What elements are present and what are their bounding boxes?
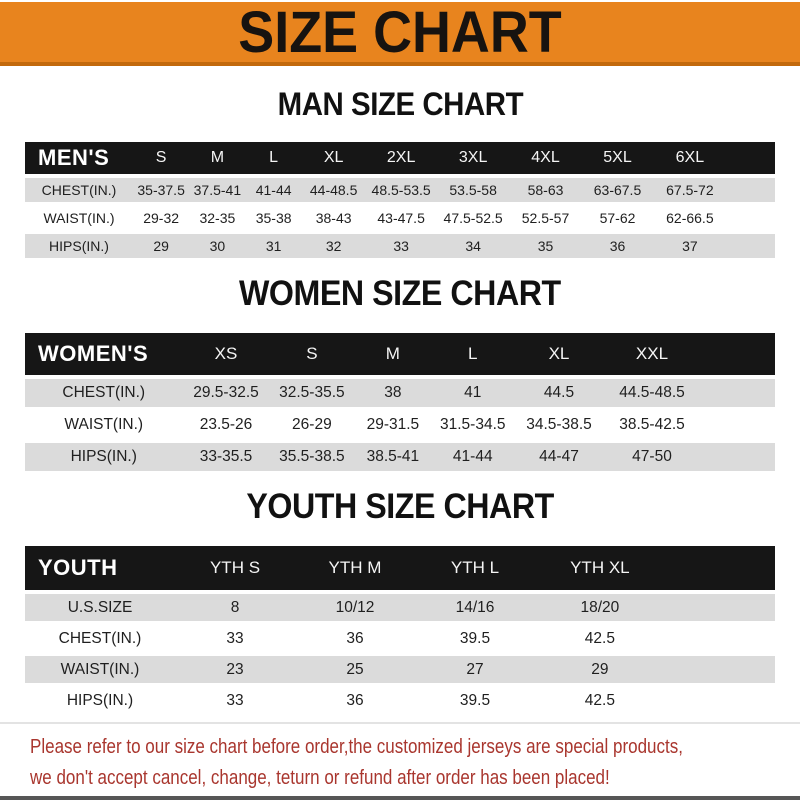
size-value: 41-44 — [246, 178, 302, 202]
women-header-row — [25, 333, 775, 375]
banner-title: SIZE CHART — [238, 0, 562, 65]
size-value: 34.5-38.5 — [514, 411, 604, 439]
size-value: 43-47.5 — [366, 206, 437, 230]
men-hips-row — [25, 234, 775, 258]
women-column-header: XL — [514, 333, 604, 375]
size-value: 38.5-42.5 — [604, 411, 700, 439]
row-label: WAIST(IN.) — [25, 411, 183, 439]
size-value: 47.5-52.5 — [437, 206, 510, 230]
header-filler — [665, 546, 775, 590]
size-value: 35-38 — [246, 206, 302, 230]
size-value: 48.5-53.5 — [366, 178, 437, 202]
size-value: 33-35.5 — [183, 443, 270, 471]
size-value: 67.5-72 — [654, 178, 727, 202]
size-value: 53.5-58 — [437, 178, 510, 202]
size-value: 31.5-34.5 — [432, 411, 515, 439]
size-value: 39.5 — [415, 687, 535, 714]
size-value: 29-32 — [133, 206, 189, 230]
row-filler — [665, 625, 775, 652]
size-value: 23 — [175, 656, 295, 683]
youth-column-header: YTH M — [295, 546, 415, 590]
women-column-header: M — [354, 333, 431, 375]
size-value: 57-62 — [582, 206, 654, 230]
row-label: HIPS(IN.) — [25, 234, 133, 258]
youth-size-chart-heading — [0, 489, 800, 524]
size-value: 33 — [175, 625, 295, 652]
size-value: 39.5 — [415, 625, 535, 652]
men-size-table — [25, 138, 775, 262]
youth-corner-label: YOUTH — [25, 546, 175, 590]
size-value: 33 — [175, 687, 295, 714]
size-value: 29 — [133, 234, 189, 258]
row-label: WAIST(IN.) — [25, 656, 175, 683]
size-value: 18/20 — [535, 594, 665, 621]
size-value: 37.5-41 — [189, 178, 245, 202]
row-label: U.S.SIZE — [25, 594, 175, 621]
size-value: 44.5 — [514, 379, 604, 407]
men-chest-row — [25, 178, 775, 202]
men-column-header: XL — [302, 142, 366, 174]
row-filler — [726, 206, 775, 230]
youth-header-row — [25, 546, 775, 590]
women-chest-row — [25, 379, 775, 407]
row-label: CHEST(IN.) — [25, 379, 183, 407]
header-filler — [700, 333, 775, 375]
size-value: 52.5-57 — [510, 206, 582, 230]
disclaimer-line-1: Please refer to our size chart before order,the customized jerseys are special products, — [30, 736, 683, 758]
size-value: 32 — [302, 234, 366, 258]
size-value: 44-47 — [514, 443, 604, 471]
youth-size-table — [25, 542, 775, 718]
size-value: 41-44 — [432, 443, 515, 471]
row-label: WAIST(IN.) — [25, 206, 133, 230]
disclaimer-line-2: we don't accept cancel, change, teturn or refund after order has been placed! — [30, 767, 610, 789]
size-value: 58-63 — [510, 178, 582, 202]
size-value: 35 — [510, 234, 582, 258]
size-value: 38-43 — [302, 206, 366, 230]
size-value: 34 — [437, 234, 510, 258]
size-value: 63-67.5 — [582, 178, 654, 202]
men-column-header: 6XL — [654, 142, 727, 174]
youth-chest-row — [25, 625, 775, 652]
men-column-header: 5XL — [582, 142, 654, 174]
size-value: 29-31.5 — [354, 411, 431, 439]
women-corner-label: WOMEN'S — [25, 333, 183, 375]
women-size-chart-heading — [0, 276, 800, 311]
women-size-chart-heading-text: WOMEN SIZE CHART — [239, 274, 561, 313]
men-column-header: M — [189, 142, 245, 174]
size-value: 31 — [246, 234, 302, 258]
women-column-header: XXL — [604, 333, 700, 375]
row-filler — [665, 656, 775, 683]
size-value: 41 — [432, 379, 515, 407]
size-value: 37 — [654, 234, 727, 258]
women-column-header: S — [270, 333, 355, 375]
size-value: 38.5-41 — [354, 443, 431, 471]
size-value: 62-66.5 — [654, 206, 727, 230]
men-column-header: 3XL — [437, 142, 510, 174]
header-filler — [726, 142, 775, 174]
row-filler — [700, 443, 775, 471]
bottom-edge-bar — [0, 796, 800, 800]
row-filler — [700, 411, 775, 439]
women-hips-row — [25, 443, 775, 471]
men-corner-label: MEN'S — [25, 142, 133, 174]
size-value: 29 — [535, 656, 665, 683]
women-column-header: L — [432, 333, 515, 375]
row-filler — [726, 178, 775, 202]
row-label: HIPS(IN.) — [25, 687, 175, 714]
size-value: 36 — [582, 234, 654, 258]
size-value: 32-35 — [189, 206, 245, 230]
men-waist-row — [25, 206, 775, 230]
size-value: 35-37.5 — [133, 178, 189, 202]
youth-column-header: YTH S — [175, 546, 295, 590]
size-value: 8 — [175, 594, 295, 621]
section-divider — [0, 722, 800, 724]
women-waist-row — [25, 411, 775, 439]
size-value: 10/12 — [295, 594, 415, 621]
women-size-table — [25, 329, 775, 475]
row-filler — [665, 687, 775, 714]
row-label: HIPS(IN.) — [25, 443, 183, 471]
size-value: 25 — [295, 656, 415, 683]
men-column-header: 4XL — [510, 142, 582, 174]
youth-hips-row — [25, 687, 775, 714]
youth-ussize-row — [25, 594, 775, 621]
youth-column-header: YTH L — [415, 546, 535, 590]
size-value: 47-50 — [604, 443, 700, 471]
size-value: 23.5-26 — [183, 411, 270, 439]
youth-size-chart-heading-text: YOUTH SIZE CHART — [246, 487, 554, 526]
men-column-header: S — [133, 142, 189, 174]
size-value: 38 — [354, 379, 431, 407]
size-value: 30 — [189, 234, 245, 258]
men-column-header: L — [246, 142, 302, 174]
size-chart-banner — [0, 2, 800, 66]
youth-column-header: YTH XL — [535, 546, 665, 590]
size-value: 42.5 — [535, 687, 665, 714]
size-value: 26-29 — [270, 411, 355, 439]
size-value: 33 — [366, 234, 437, 258]
women-column-header: XS — [183, 333, 270, 375]
size-value: 42.5 — [535, 625, 665, 652]
size-value: 32.5-35.5 — [270, 379, 355, 407]
row-label: CHEST(IN.) — [25, 625, 175, 652]
row-filler — [665, 594, 775, 621]
size-value: 27 — [415, 656, 535, 683]
size-value: 44-48.5 — [302, 178, 366, 202]
row-filler — [700, 379, 775, 407]
size-value: 35.5-38.5 — [270, 443, 355, 471]
youth-waist-row — [25, 656, 775, 683]
size-value: 36 — [295, 625, 415, 652]
row-label: CHEST(IN.) — [25, 178, 133, 202]
disclaimer-text — [30, 732, 800, 794]
size-value: 36 — [295, 687, 415, 714]
row-filler — [726, 234, 775, 258]
size-value: 44.5-48.5 — [604, 379, 700, 407]
size-value: 29.5-32.5 — [183, 379, 270, 407]
men-column-header: 2XL — [366, 142, 437, 174]
men-header-row — [25, 142, 775, 174]
man-size-chart-heading-text: MAN SIZE CHART — [277, 86, 523, 122]
size-value: 14/16 — [415, 594, 535, 621]
man-size-chart-heading — [0, 88, 800, 120]
